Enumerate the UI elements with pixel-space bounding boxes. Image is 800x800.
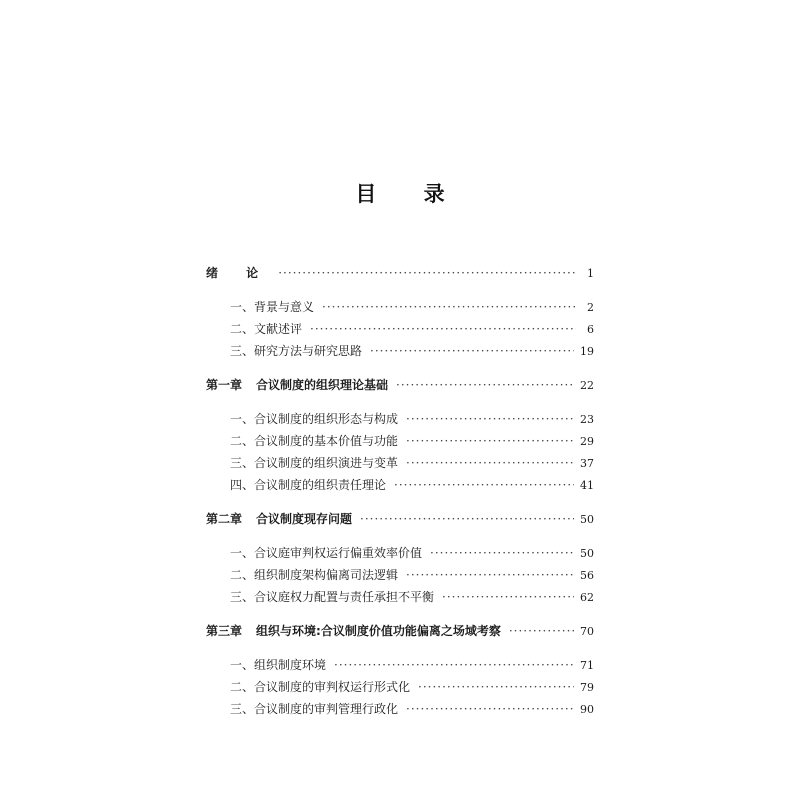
- toc-page-number: 71: [580, 659, 594, 672]
- toc-entry-title: 三、合议制度的组织演进与变革: [230, 456, 399, 470]
- toc-chapter-number: 第三章: [206, 624, 243, 638]
- toc-entry-title: 四、合议制度的组织责任理论: [230, 478, 387, 492]
- toc-entry-title: 三、合议制度的审判管理行政化: [230, 702, 399, 716]
- toc-page-number: 6: [587, 323, 594, 336]
- toc-chapter-entry[interactable]: [206, 262, 594, 284]
- toc-entry-title: 一、组织制度环境: [230, 658, 327, 672]
- toc-page-number: 50: [580, 513, 594, 526]
- toc-section-entry[interactable]: [206, 340, 594, 362]
- toc-section-entry[interactable]: [206, 676, 594, 698]
- toc-page-number: 41: [580, 479, 594, 492]
- page-title: 目 录: [355, 181, 465, 206]
- toc-entry-title: 一、合议制度的组织形态与构成: [230, 412, 399, 426]
- toc-page-number: 37: [580, 457, 594, 470]
- toc-dot-leader: [406, 430, 574, 452]
- toc-entry-title: 一、背景与意义: [230, 300, 315, 314]
- toc-dot-leader: [418, 676, 574, 698]
- toc-dot-leader: [442, 586, 574, 608]
- toc-dot-leader: [310, 318, 576, 340]
- toc-entry-title: 二、合议制度的基本价值与功能: [230, 434, 399, 448]
- toc-page-number: 1: [587, 267, 594, 280]
- toc-dot-leader: [394, 474, 574, 496]
- toc-page-number: 50: [580, 547, 594, 560]
- toc-entry-title: 三、合议庭权力配置与责任承担不平衡: [230, 590, 435, 604]
- toc-section-entry[interactable]: [206, 654, 594, 676]
- toc-entry-title: 二、合议制度的审判权运行形式化: [230, 680, 411, 694]
- toc-chapter-entry[interactable]: [206, 508, 594, 530]
- toc-page-number: 56: [580, 569, 594, 582]
- toc-page-number: 2: [587, 301, 594, 314]
- toc-section-entry[interactable]: [206, 474, 594, 496]
- toc-section-entry[interactable]: [206, 296, 594, 318]
- toc-dot-leader: [278, 262, 576, 284]
- toc-section-entry[interactable]: [206, 542, 594, 564]
- toc-dot-leader: [406, 452, 574, 474]
- toc-entry-title: 组织与环境:合议制度价值功能偏离之场域考察: [256, 624, 501, 638]
- toc-page-number: 79: [580, 681, 594, 694]
- toc-chapter-entry[interactable]: [206, 374, 594, 396]
- toc-section-entry[interactable]: [206, 430, 594, 452]
- toc-section-entry[interactable]: [206, 408, 594, 430]
- toc-page-number: 90: [580, 703, 594, 716]
- toc-entry-title: 三、研究方法与研究思路: [230, 344, 363, 358]
- toc-dot-leader: [406, 698, 574, 720]
- toc-dot-leader: [370, 340, 574, 362]
- toc-dot-leader: [430, 542, 574, 564]
- toc-section-entry[interactable]: [206, 586, 594, 608]
- toc-dot-leader: [406, 564, 574, 586]
- toc-page-number: 62: [580, 591, 594, 604]
- toc-entry-title: 一、合议庭审判权运行偏重效率价值: [230, 546, 423, 560]
- toc-section-entry[interactable]: [206, 698, 594, 720]
- toc-dot-leader: [334, 654, 574, 676]
- toc-page-number: 19: [580, 345, 594, 358]
- toc-page-number: 23: [580, 413, 594, 426]
- toc-dot-leader: [322, 296, 576, 318]
- toc-entry-title: 绪 论: [206, 266, 271, 280]
- toc-entry-title: 二、文献述评: [230, 322, 303, 336]
- toc-chapter-entry[interactable]: [206, 620, 594, 642]
- toc-dot-leader: [396, 374, 574, 396]
- toc-entry-title: 合议制度的组织理论基础: [256, 378, 389, 392]
- toc-chapter-number: 第二章: [206, 512, 243, 526]
- toc-entry-title: 合议制度现存问题: [256, 512, 353, 526]
- toc-dot-leader: [406, 408, 574, 430]
- table-of-contents: [206, 262, 594, 720]
- toc-dot-leader: [360, 508, 574, 530]
- toc-entry-title: 二、组织制度架构偏离司法逻辑: [230, 568, 399, 582]
- toc-section-entry[interactable]: [206, 452, 594, 474]
- toc-chapter-number: 第一章: [206, 378, 243, 392]
- toc-section-entry[interactable]: [206, 318, 594, 340]
- toc-page-number: 29: [580, 435, 594, 448]
- toc-page-number: 22: [580, 379, 594, 392]
- toc-page-number: 70: [580, 625, 594, 638]
- toc-dot-leader: [509, 620, 574, 642]
- toc-section-entry[interactable]: [206, 564, 594, 586]
